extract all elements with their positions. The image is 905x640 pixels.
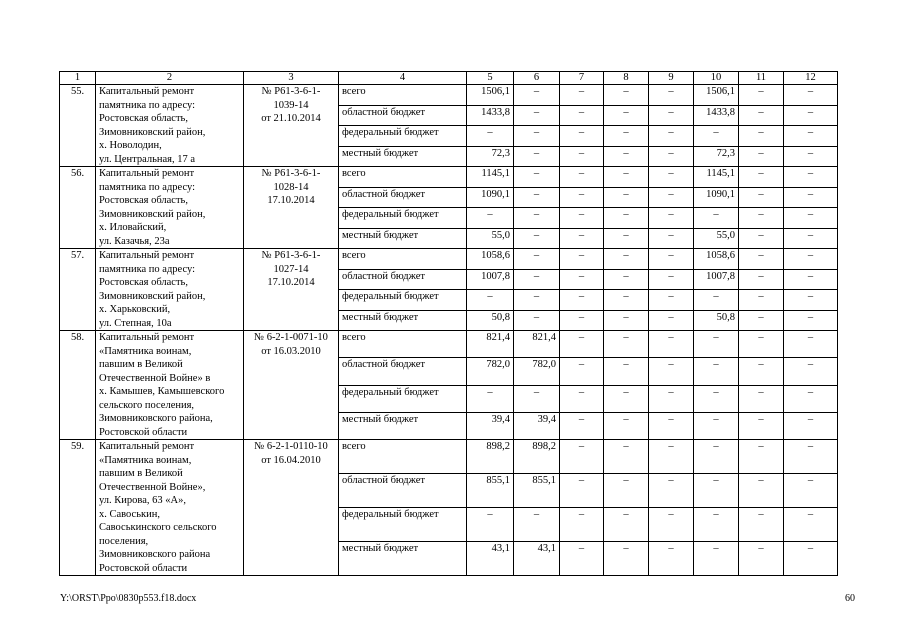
value-cell: 72,3 <box>694 146 739 167</box>
value-cell: 855,1 <box>467 474 514 508</box>
object-name-line: Ростовской области <box>99 562 188 574</box>
value-cell: – <box>649 440 694 474</box>
object-name-line: Савоськинского сельского <box>99 522 217 533</box>
value-cell: 898,2 <box>467 440 514 474</box>
value-cell: – <box>694 126 739 147</box>
funding-source: всего <box>339 167 467 188</box>
value-cell: – <box>784 146 838 167</box>
object-name <box>96 249 244 331</box>
value-cell: – <box>560 105 604 126</box>
column-header: 12 <box>784 72 838 85</box>
value-cell: 50,8 <box>467 310 514 331</box>
value-cell: – <box>467 508 514 542</box>
object-name-line: павшим в Великой <box>99 468 183 479</box>
document-ref <box>244 440 339 576</box>
value-cell: – <box>649 358 694 385</box>
value-cell: – <box>739 208 784 229</box>
funding-source: федеральный бюджет <box>339 290 467 311</box>
value-cell: – <box>739 290 784 311</box>
value-cell: – <box>784 249 838 270</box>
object-name-line: Капитальный ремонт <box>99 332 195 343</box>
value-cell: – <box>649 385 694 412</box>
value-cell: – <box>694 412 739 439</box>
object-name <box>96 331 244 440</box>
value-cell: – <box>784 228 838 249</box>
value-cell: – <box>467 126 514 147</box>
row-number: 58. <box>60 331 96 440</box>
object-name-line: х. Новолодин, <box>99 140 162 151</box>
document-ref <box>244 249 339 331</box>
value-cell: – <box>604 187 649 208</box>
value-cell: – <box>784 105 838 126</box>
funding-source: всего <box>339 85 467 106</box>
value-cell: – <box>649 542 694 576</box>
value-cell: – <box>784 331 838 358</box>
object-name-line: Зимовниковский район, <box>99 208 206 220</box>
value-cell: – <box>604 105 649 126</box>
value-cell: 1433,8 <box>467 105 514 126</box>
object-name-line: Ростовская область, <box>99 195 188 206</box>
value-cell: – <box>604 310 649 331</box>
funding-source: всего <box>339 331 467 358</box>
value-cell: – <box>604 146 649 167</box>
value-cell: – <box>560 249 604 270</box>
object-name <box>96 167 244 249</box>
value-cell: – <box>604 228 649 249</box>
object-name <box>96 440 244 576</box>
value-cell: – <box>739 187 784 208</box>
funding-source: федеральный бюджет <box>339 508 467 542</box>
value-cell: – <box>784 269 838 290</box>
value-cell: – <box>784 358 838 385</box>
value-cell: 55,0 <box>694 228 739 249</box>
object-name-line: х. Камышев, Камышевского <box>99 386 225 397</box>
object-name-line: х. Харьковский, <box>99 304 171 315</box>
value-cell: – <box>560 290 604 311</box>
value-cell: – <box>694 208 739 229</box>
document-ref-line: 1028-14 <box>273 181 309 193</box>
document-ref-line: от 21.10.2014 <box>261 113 321 124</box>
value-cell: – <box>560 269 604 290</box>
value-cell: – <box>739 310 784 331</box>
value-cell: – <box>784 412 838 439</box>
value-cell: – <box>784 290 838 311</box>
column-header: 4 <box>339 72 467 85</box>
value-cell: – <box>649 310 694 331</box>
value-cell: 1007,8 <box>467 269 514 290</box>
value-cell: – <box>739 126 784 147</box>
value-cell: – <box>694 331 739 358</box>
value-cell: – <box>694 440 739 474</box>
value-cell: – <box>739 228 784 249</box>
document-ref-line: 1039-14 <box>273 99 309 111</box>
document-ref <box>244 167 339 249</box>
value-cell: 1506,1 <box>694 85 739 106</box>
value-cell: – <box>560 228 604 249</box>
row-number: 56. <box>60 167 96 249</box>
row-number: 59. <box>60 440 96 576</box>
value-cell: – <box>649 85 694 106</box>
column-header: 8 <box>604 72 649 85</box>
value-cell: – <box>784 167 838 188</box>
value-cell: – <box>514 105 560 126</box>
value-cell: – <box>514 249 560 270</box>
object-name-line: «Памятника воинам, <box>99 345 192 357</box>
funding-source: областной бюджет <box>339 474 467 508</box>
object-name-line: ул. Центральная, 17 а <box>99 153 196 165</box>
value-cell: – <box>514 167 560 188</box>
value-cell: – <box>784 385 838 412</box>
table-row <box>60 249 838 270</box>
value-cell: – <box>739 146 784 167</box>
column-header: 1 <box>60 72 96 85</box>
object-name-line: Капитальный ремонт <box>99 86 195 97</box>
value-cell: – <box>649 208 694 229</box>
value-cell: 1506,1 <box>467 85 514 106</box>
funding-source: областной бюджет <box>339 358 467 385</box>
value-cell: – <box>467 290 514 311</box>
value-cell: – <box>604 412 649 439</box>
value-cell: – <box>739 269 784 290</box>
value-cell: – <box>694 385 739 412</box>
value-cell: – <box>739 474 784 508</box>
column-header: 6 <box>514 72 560 85</box>
value-cell: – <box>514 208 560 229</box>
document-ref-line: 17.10.2014 <box>267 277 315 288</box>
value-cell: – <box>739 167 784 188</box>
value-cell: – <box>604 385 649 412</box>
value-cell: – <box>560 542 604 576</box>
value-cell: – <box>604 331 649 358</box>
funding-source: местный бюджет <box>339 542 467 576</box>
object-name-line: Отечественной Войне» в <box>99 372 211 384</box>
column-header: 9 <box>649 72 694 85</box>
value-cell: – <box>514 310 560 331</box>
table-row <box>60 440 838 474</box>
value-cell: – <box>560 412 604 439</box>
value-cell: – <box>739 542 784 576</box>
value-cell: – <box>560 85 604 106</box>
document-ref <box>244 85 339 167</box>
value-cell: – <box>739 508 784 542</box>
value-cell: 855,1 <box>514 474 560 508</box>
value-cell: – <box>514 187 560 208</box>
object-name-line: Зимовниковский район, <box>99 126 206 138</box>
funding-source: федеральный бюджет <box>339 208 467 229</box>
value-cell: – <box>514 290 560 311</box>
value-cell: – <box>560 508 604 542</box>
document-ref-line: 17.10.2014 <box>267 195 315 206</box>
column-header: 3 <box>244 72 339 85</box>
column-header: 11 <box>739 72 784 85</box>
object-name-line: Ростовской области <box>99 426 188 438</box>
funding-source: областной бюджет <box>339 105 467 126</box>
value-cell: – <box>694 508 739 542</box>
object-name-line: памятника по адресу: <box>99 99 196 111</box>
funding-source: федеральный бюджет <box>339 126 467 147</box>
value-cell: – <box>784 126 838 147</box>
value-cell: 821,4 <box>514 331 560 358</box>
funding-source: местный бюджет <box>339 146 467 167</box>
value-cell: – <box>560 146 604 167</box>
funding-source: всего <box>339 249 467 270</box>
value-cell: – <box>784 187 838 208</box>
value-cell: – <box>649 412 694 439</box>
document-ref-line: от 16.03.2010 <box>261 345 321 357</box>
value-cell: – <box>649 126 694 147</box>
table-row <box>60 85 838 106</box>
object-name-line: «Памятника воинам, <box>99 454 192 466</box>
object-name-line: поселения, <box>99 535 149 547</box>
value-cell: – <box>604 85 649 106</box>
document-ref-line: № Р61-3-6-1- <box>261 250 321 261</box>
value-cell: – <box>560 331 604 358</box>
table-row <box>60 167 838 188</box>
funding-source: областной бюджет <box>339 187 467 208</box>
funding-table <box>59 71 838 576</box>
value-cell: – <box>514 85 560 106</box>
funding-source: местный бюджет <box>339 228 467 249</box>
value-cell: – <box>604 126 649 147</box>
value-cell: – <box>604 269 649 290</box>
value-cell: – <box>514 385 560 412</box>
value-cell: – <box>784 208 838 229</box>
value-cell: – <box>649 249 694 270</box>
column-header: 10 <box>694 72 739 85</box>
value-cell: – <box>560 358 604 385</box>
document-ref-line: от 16.04.2010 <box>261 454 321 466</box>
value-cell: 1145,1 <box>694 167 739 188</box>
value-cell: – <box>784 474 838 508</box>
value-cell: – <box>739 358 784 385</box>
value-cell: – <box>514 146 560 167</box>
funding-source: всего <box>339 440 467 474</box>
object-name-line: Отечественной Войне», <box>99 481 206 493</box>
value-cell: – <box>467 208 514 229</box>
object-name-line: Капитальный ремонт <box>99 168 195 179</box>
value-cell: – <box>514 508 560 542</box>
value-cell: – <box>560 187 604 208</box>
value-cell: – <box>560 440 604 474</box>
object-name-line: х. Иловайский, <box>99 222 167 233</box>
value-cell: 55,0 <box>467 228 514 249</box>
value-cell: – <box>784 310 838 331</box>
value-cell: – <box>604 249 649 270</box>
value-cell: – <box>739 85 784 106</box>
value-cell: – <box>649 508 694 542</box>
document-ref-line: № 6-2-1-0110-10 <box>254 441 328 452</box>
document-ref-line: № Р61-3-6-1- <box>261 86 321 97</box>
object-name-line: Зимовниковского района <box>99 549 211 560</box>
object-name-line: памятника по адресу: <box>99 263 196 275</box>
value-cell: – <box>649 228 694 249</box>
value-cell: – <box>604 508 649 542</box>
value-cell: 39,4 <box>467 412 514 439</box>
object-name-line: сельского поселения, <box>99 399 195 411</box>
value-cell: 1090,1 <box>694 187 739 208</box>
value-cell: – <box>649 146 694 167</box>
value-cell: – <box>739 249 784 270</box>
object-name-line: Зимовниковского района, <box>99 413 213 424</box>
value-cell: – <box>694 474 739 508</box>
value-cell: – <box>784 508 838 542</box>
object-name-line: Зимовниковский район, <box>99 290 206 302</box>
value-cell: 782,0 <box>514 358 560 385</box>
value-cell: 821,4 <box>467 331 514 358</box>
value-cell: – <box>694 542 739 576</box>
value-cell: – <box>560 474 604 508</box>
value-cell: – <box>604 290 649 311</box>
value-cell: – <box>604 208 649 229</box>
funding-source: федеральный бюджет <box>339 385 467 412</box>
value-cell: 1058,6 <box>694 249 739 270</box>
value-cell: 782,0 <box>467 358 514 385</box>
funding-source: местный бюджет <box>339 412 467 439</box>
value-cell: – <box>739 412 784 439</box>
value-cell: – <box>649 331 694 358</box>
value-cell: – <box>604 542 649 576</box>
value-cell: 43,1 <box>467 542 514 576</box>
row-number: 55. <box>60 85 96 167</box>
value-cell: – <box>694 290 739 311</box>
value-cell: – <box>604 440 649 474</box>
value-cell: 39,4 <box>514 412 560 439</box>
value-cell: – <box>514 126 560 147</box>
value-cell: – <box>604 167 649 188</box>
value-cell: 50,8 <box>694 310 739 331</box>
footer-file-path: Y:\ORST\Ppo\0830p553.f18.docx <box>60 593 197 604</box>
object-name-line: х. Савоськин, <box>99 508 160 520</box>
value-cell: – <box>467 385 514 412</box>
value-cell: 1090,1 <box>467 187 514 208</box>
document-ref-line: № Р61-3-6-1- <box>261 168 321 179</box>
table-row <box>60 331 838 358</box>
value-cell: 1058,6 <box>467 249 514 270</box>
object-name-line: ул. Казачья, 23а <box>99 235 170 247</box>
value-cell: 1007,8 <box>694 269 739 290</box>
value-cell: – <box>560 126 604 147</box>
value-cell: – <box>604 474 649 508</box>
object-name-line: ул. Степная, 10а <box>99 317 172 329</box>
value-cell: – <box>560 167 604 188</box>
object-name-line: ул. Кирова, 63 «А», <box>99 495 186 506</box>
value-cell: – <box>784 542 838 576</box>
document-ref <box>244 331 339 440</box>
row-number: 57. <box>60 249 96 331</box>
value-cell: – <box>560 310 604 331</box>
value-cell: – <box>649 105 694 126</box>
value-cell: – <box>560 208 604 229</box>
document-ref-line: № 6-2-1-0071-10 <box>254 332 328 343</box>
value-cell: – <box>649 290 694 311</box>
object-name <box>96 85 244 167</box>
column-header: 7 <box>560 72 604 85</box>
value-cell: – <box>649 474 694 508</box>
object-name-line: памятника по адресу: <box>99 181 196 193</box>
object-name-line: Капитальный ремонт <box>99 250 195 261</box>
value-cell: – <box>560 385 604 412</box>
object-name-line: Ростовская область, <box>99 277 188 288</box>
object-name-line: Капитальный ремонт <box>99 441 195 452</box>
column-header: 2 <box>96 72 244 85</box>
header-row <box>60 72 838 85</box>
value-cell: – <box>739 440 784 474</box>
value-cell: – <box>784 85 838 106</box>
value-cell: – <box>739 331 784 358</box>
funding-source: областной бюджет <box>339 269 467 290</box>
value-cell: – <box>739 385 784 412</box>
value-cell: – <box>649 187 694 208</box>
funding-source: местный бюджет <box>339 310 467 331</box>
value-cell: – <box>514 228 560 249</box>
value-cell: 1145,1 <box>467 167 514 188</box>
document-ref-line: 1027-14 <box>273 263 309 275</box>
value-cell: 1433,8 <box>694 105 739 126</box>
value-cell: 898,2 <box>514 440 560 474</box>
object-name-line: Ростовская область, <box>99 113 188 124</box>
object-name-line: павшим в Великой <box>99 359 183 370</box>
value-cell: 72,3 <box>467 146 514 167</box>
value-cell: – <box>604 358 649 385</box>
value-cell: 43,1 <box>514 542 560 576</box>
value-cell: – <box>739 105 784 126</box>
footer-page-number: 60 <box>845 593 855 604</box>
value-cell: – <box>649 269 694 290</box>
value-cell: – <box>784 440 838 474</box>
value-cell: – <box>649 167 694 188</box>
column-header: 5 <box>467 72 514 85</box>
value-cell: – <box>694 358 739 385</box>
value-cell: – <box>514 269 560 290</box>
